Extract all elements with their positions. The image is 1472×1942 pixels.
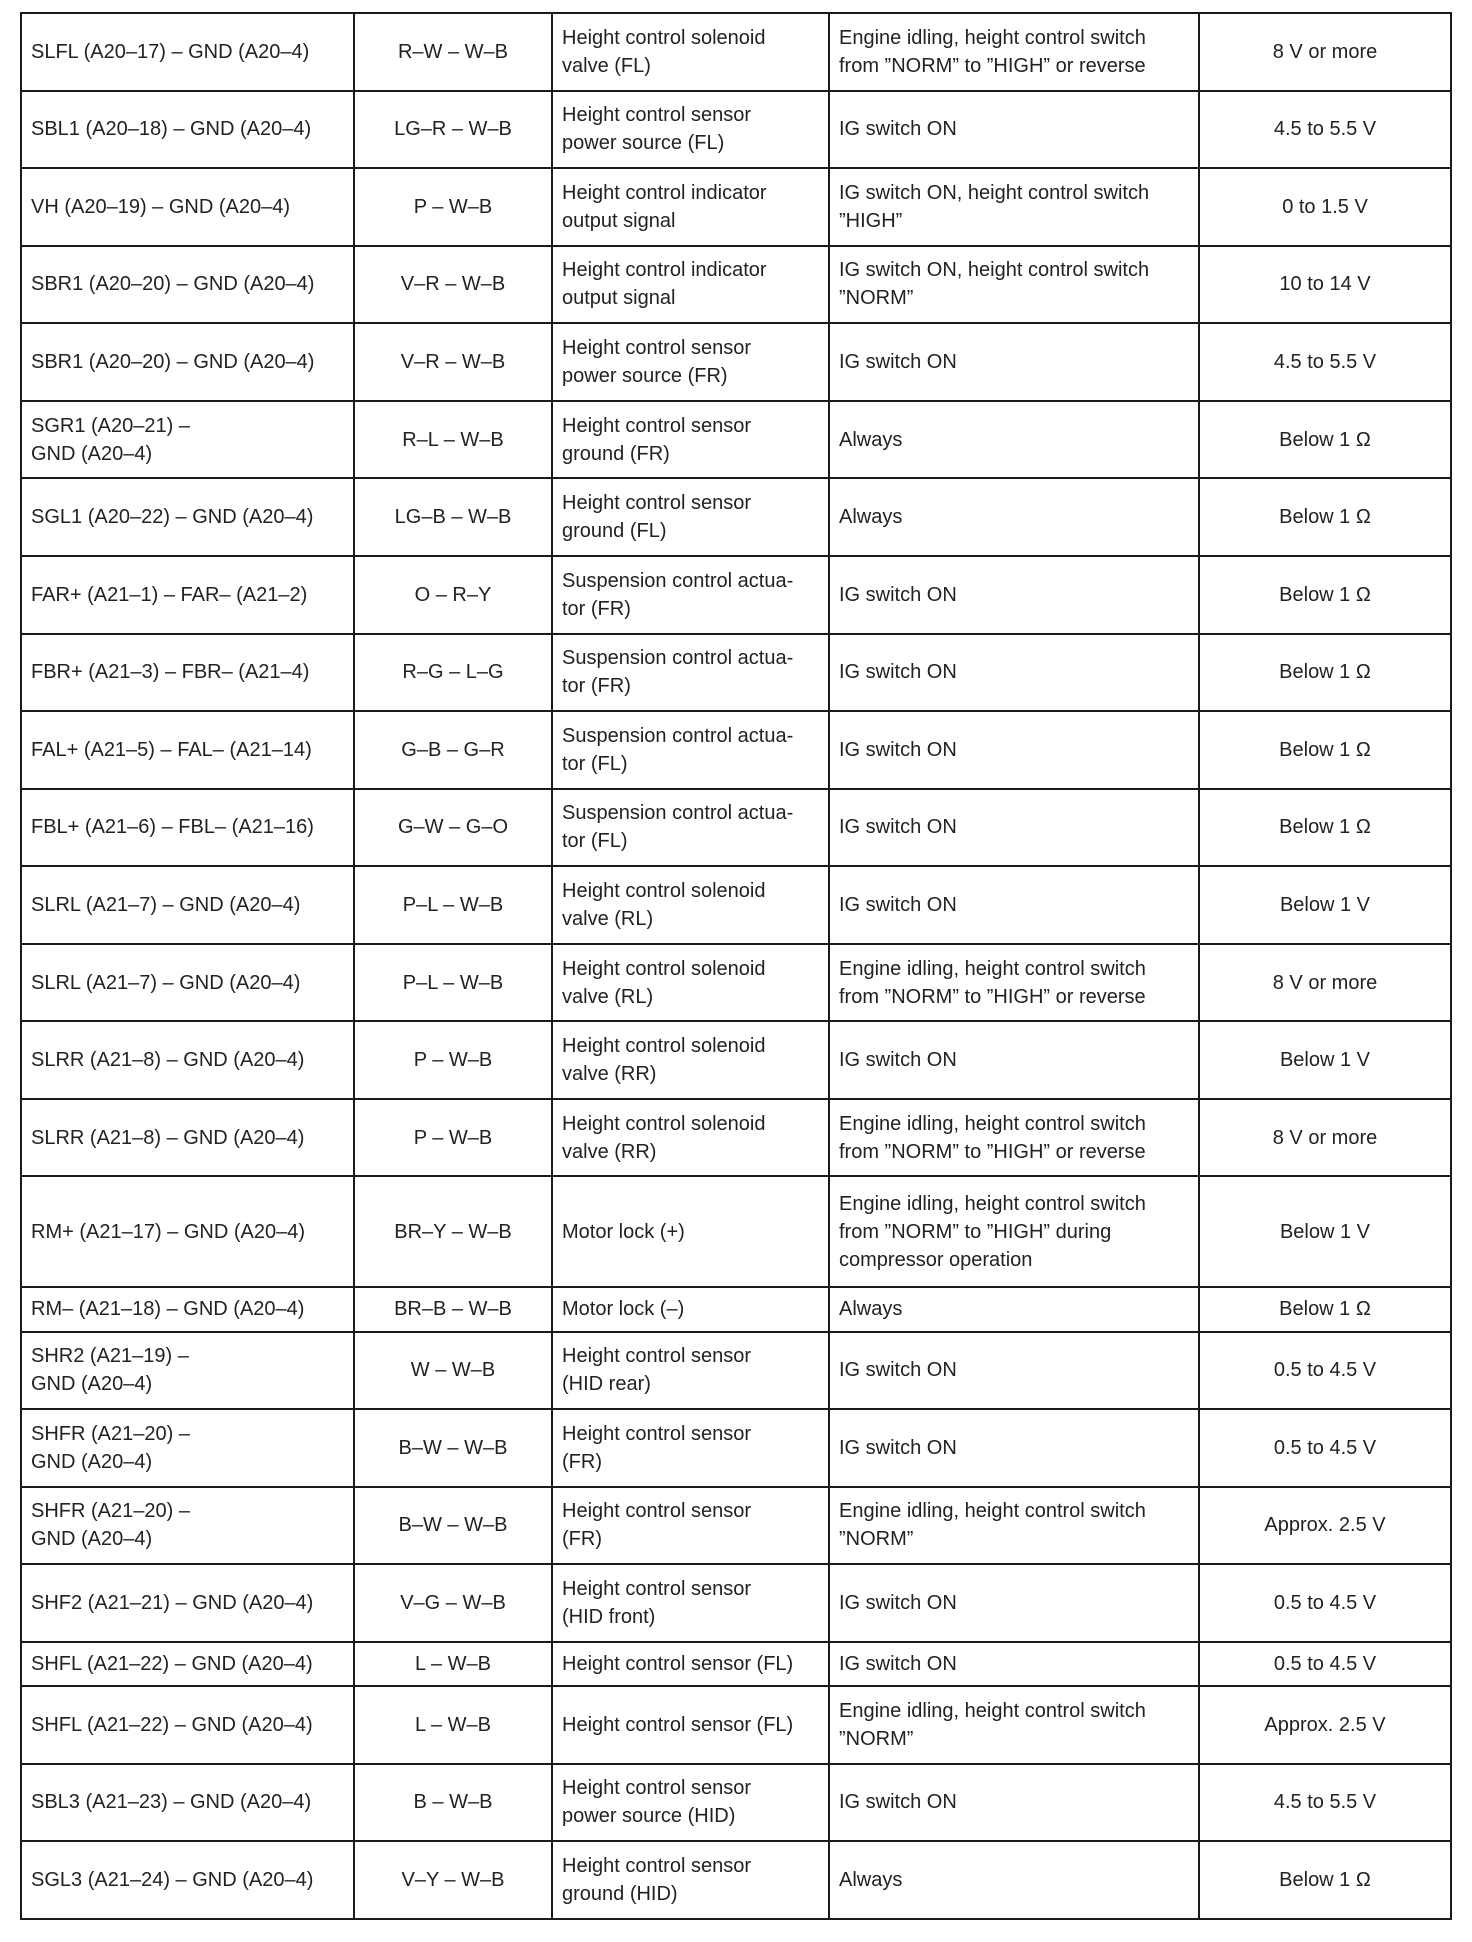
condition-cell-text: IG switch ON, height control switch ”NORM” <box>839 259 1150 310</box>
description-cell <box>552 401 829 479</box>
table-row <box>21 1099 1451 1177</box>
wiring-color-cell-text: V–G – W–B <box>400 1592 506 1615</box>
description-cell-text: Height control sensor power source (HID) <box>562 1777 751 1828</box>
terminal-cell <box>21 634 354 712</box>
description-cell <box>552 789 829 867</box>
wiring-color-cell <box>354 866 552 944</box>
terminal-cell-text: VH (A20–19) – GND (A20–4) <box>31 195 291 218</box>
table-row <box>21 1332 1451 1410</box>
wiring-color-cell-text: BR–Y – W–B <box>394 1220 512 1243</box>
table-body <box>21 13 1451 1919</box>
condition-cell-text: Always <box>839 506 903 529</box>
specified-condition-cell-text: Below 1 Ω <box>1279 583 1371 606</box>
terminal-cell-text: SBR1 (A20–20) – GND (A20–4) <box>31 351 315 374</box>
specified-condition-cell <box>1199 168 1451 246</box>
description-cell-text: Height control solenoid valve (RL) <box>562 957 766 1008</box>
specified-condition-cell-text: 0.5 to 4.5 V <box>1273 1359 1377 1382</box>
description-cell <box>552 711 829 789</box>
condition-cell <box>829 556 1199 634</box>
wiring-color-cell <box>354 1686 552 1764</box>
description-cell <box>552 168 829 246</box>
table-row <box>21 168 1451 246</box>
terminal-cell-text: SGR1 (A20–21) – GND (A20–4) <box>31 414 190 465</box>
specified-condition-cell <box>1199 246 1451 324</box>
terminal-cell-text: SLFL (A20–17) – GND (A20–4) <box>31 40 310 63</box>
description-cell-text: Motor lock (–) <box>562 1298 685 1321</box>
condition-cell-text: IG switch ON <box>839 816 957 839</box>
condition-cell-text: IG switch ON <box>839 583 957 606</box>
condition-cell <box>829 944 1199 1022</box>
table-row <box>21 323 1451 401</box>
condition-cell-text: IG switch ON <box>839 118 957 141</box>
description-cell-text: Suspension control actua- tor (FR) <box>562 647 794 698</box>
condition-cell <box>829 866 1199 944</box>
condition-cell <box>829 13 1199 91</box>
description-cell <box>552 478 829 556</box>
condition-cell <box>829 1564 1199 1642</box>
terminal-cell-text: SBR1 (A20–20) – GND (A20–4) <box>31 273 315 296</box>
terminal-cell-text: SLRL (A21–7) – GND (A20–4) <box>31 971 301 994</box>
specified-condition-cell <box>1199 1021 1451 1099</box>
specified-condition-cell <box>1199 634 1451 712</box>
description-cell <box>552 1099 829 1177</box>
terminal-cell-text: SHF2 (A21–21) – GND (A20–4) <box>31 1592 314 1615</box>
condition-cell-text: Always <box>839 428 903 451</box>
description-cell <box>552 13 829 91</box>
description-cell <box>552 1841 829 1919</box>
condition-cell-text: Engine idling, height control switch from ”NORM” to ”HIGH” or reverse <box>839 26 1146 77</box>
description-cell-text: Motor lock (+) <box>562 1220 685 1243</box>
specified-condition-cell <box>1199 711 1451 789</box>
wiring-color-cell <box>354 944 552 1022</box>
description-cell-text: Height control sensor (FL) <box>562 1652 794 1675</box>
wiring-color-cell <box>354 634 552 712</box>
specified-condition-cell <box>1199 1764 1451 1842</box>
terminal-cell <box>21 1021 354 1099</box>
specified-condition-cell <box>1199 1409 1451 1487</box>
terminal-cell-text: SLRR (A21–8) – GND (A20–4) <box>31 1126 305 1149</box>
condition-cell <box>829 1287 1199 1331</box>
table-row <box>21 556 1451 634</box>
wiring-color-cell <box>354 323 552 401</box>
wiring-color-cell-text: LG–R – W–B <box>394 118 512 141</box>
description-cell-text: Height control solenoid valve (RR) <box>562 1035 766 1086</box>
wiring-color-cell <box>354 13 552 91</box>
condition-cell-text: IG switch ON <box>839 661 957 684</box>
description-cell <box>552 1564 829 1642</box>
description-cell <box>552 323 829 401</box>
specified-condition-cell-text: Below 1 Ω <box>1279 661 1371 684</box>
condition-cell-text: Engine idling, height control switch from ”NORM” to ”HIGH” or reverse <box>839 957 1146 1008</box>
specified-condition-cell-text: Below 1 Ω <box>1279 816 1371 839</box>
specified-condition-cell <box>1199 13 1451 91</box>
specified-condition-cell <box>1199 323 1451 401</box>
description-cell-text: Height control sensor ground (FR) <box>562 414 751 465</box>
description-cell-text: Height control sensor power source (FL) <box>562 104 751 155</box>
terminal-cell-text: SHFL (A21–22) – GND (A20–4) <box>31 1652 313 1675</box>
condition-cell-text: IG switch ON <box>839 1791 957 1814</box>
terminal-cell-text: RM– (A21–18) – GND (A20–4) <box>31 1298 305 1321</box>
specified-condition-cell <box>1199 1564 1451 1642</box>
description-cell <box>552 1287 829 1331</box>
condition-cell <box>829 1099 1199 1177</box>
condition-cell <box>829 1409 1199 1487</box>
terminal-cell <box>21 944 354 1022</box>
wiring-color-cell <box>354 1332 552 1410</box>
condition-cell-text: IG switch ON <box>839 1049 957 1072</box>
wiring-color-cell <box>354 556 552 634</box>
terminal-cell <box>21 478 354 556</box>
condition-cell-text: Engine idling, height control switch ”NORM” <box>839 1500 1146 1551</box>
wiring-color-cell-text: R–L – W–B <box>402 428 504 451</box>
wiring-color-cell-text: L – W–B <box>415 1652 491 1675</box>
condition-cell-text: IG switch ON <box>839 1592 957 1615</box>
condition-cell-text: Always <box>839 1298 903 1321</box>
wiring-color-cell <box>354 789 552 867</box>
specified-condition-cell <box>1199 789 1451 867</box>
table-row <box>21 1764 1451 1842</box>
specified-condition-cell <box>1199 91 1451 169</box>
condition-cell <box>829 634 1199 712</box>
specified-condition-cell <box>1199 1686 1451 1764</box>
specified-condition-cell-text: Below 1 Ω <box>1279 428 1371 451</box>
terminal-cell <box>21 1287 354 1331</box>
condition-cell-text: IG switch ON <box>839 351 957 374</box>
table-row <box>21 246 1451 324</box>
terminal-cell-text: SGL1 (A20–22) – GND (A20–4) <box>31 506 314 529</box>
condition-cell <box>829 1642 1199 1686</box>
table-row <box>21 1841 1451 1919</box>
specified-condition-cell-text: Below 1 Ω <box>1279 506 1371 529</box>
condition-cell <box>829 1764 1199 1842</box>
specified-condition-cell <box>1199 1841 1451 1919</box>
description-cell <box>552 1487 829 1565</box>
terminal-cell <box>21 789 354 867</box>
terminal-cell <box>21 711 354 789</box>
specified-condition-cell-text: 4.5 to 5.5 V <box>1273 1791 1377 1814</box>
specified-condition-cell-text: 0 to 1.5 V <box>1282 195 1368 218</box>
condition-cell <box>829 1487 1199 1565</box>
description-cell <box>552 1642 829 1686</box>
description-cell-text: Height control sensor (HID rear) <box>562 1345 751 1396</box>
wiring-color-cell-text: B–W – W–B <box>398 1436 508 1459</box>
condition-cell <box>829 246 1199 324</box>
wiring-color-cell-text: R–W – W–B <box>397 40 509 63</box>
description-cell-text: Height control sensor power source (FR) <box>562 337 751 388</box>
condition-cell-text: IG switch ON <box>839 893 957 916</box>
specified-condition-cell <box>1199 478 1451 556</box>
wiring-color-cell <box>354 168 552 246</box>
description-cell <box>552 1021 829 1099</box>
condition-cell-text: IG switch ON <box>839 738 957 761</box>
terminal-cell-text: SBL1 (A20–18) – GND (A20–4) <box>31 118 312 141</box>
wiring-color-cell <box>354 1021 552 1099</box>
terminal-cell <box>21 556 354 634</box>
terminal-cell-text: SLRL (A21–7) – GND (A20–4) <box>31 893 301 916</box>
terminal-cell-text: SHFR (A21–20) – GND (A20–4) <box>31 1422 190 1473</box>
description-cell-text: Height control solenoid valve (FL) <box>562 26 766 77</box>
terminal-cell <box>21 1099 354 1177</box>
terminal-cell <box>21 1686 354 1764</box>
wiring-color-cell-text: V–R – W–B <box>400 273 506 296</box>
description-cell <box>552 1176 829 1287</box>
description-cell <box>552 1332 829 1410</box>
description-cell <box>552 944 829 1022</box>
specified-condition-cell <box>1199 1176 1451 1287</box>
wiring-color-cell <box>354 711 552 789</box>
wiring-color-cell-text: L – W–B <box>415 1713 491 1736</box>
wiring-color-cell-text: B–W – W–B <box>398 1514 508 1537</box>
specified-condition-cell-text: Below 1 Ω <box>1279 1869 1371 1892</box>
specified-condition-cell-text: 8 V or more <box>1272 971 1378 994</box>
table-row <box>21 1021 1451 1099</box>
table-row <box>21 711 1451 789</box>
specified-condition-cell-text: Below 1 V <box>1279 893 1371 916</box>
terminal-cell-text: FBR+ (A21–3) – FBR– (A21–4) <box>31 661 310 684</box>
wiring-color-cell-text: W – W–B <box>410 1359 496 1382</box>
terminal-cell-text: SHFL (A21–22) – GND (A20–4) <box>31 1713 313 1736</box>
description-cell-text: Height control sensor (HID front) <box>562 1578 751 1629</box>
description-cell-text: Height control sensor ground (HID) <box>562 1855 751 1906</box>
condition-cell <box>829 91 1199 169</box>
specified-condition-cell-text: 4.5 to 5.5 V <box>1273 118 1377 141</box>
terminal-cell <box>21 13 354 91</box>
specified-condition-cell <box>1199 866 1451 944</box>
wiring-color-cell-text: P–L – W–B <box>402 971 504 994</box>
terminal-cell <box>21 1564 354 1642</box>
description-cell-text: Suspension control actua- tor (FL) <box>562 802 794 853</box>
condition-cell-text: Engine idling, height control switch from ”NORM” to ”HIGH” during compressor operation <box>839 1192 1146 1271</box>
table-row <box>21 1642 1451 1686</box>
description-cell <box>552 246 829 324</box>
terminal-cell-text: SGL3 (A21–24) – GND (A20–4) <box>31 1869 314 1892</box>
specified-condition-cell <box>1199 1099 1451 1177</box>
description-cell-text: Height control sensor (FL) <box>562 1713 794 1736</box>
table-row <box>21 1409 1451 1487</box>
specified-condition-cell-text: 0.5 to 4.5 V <box>1273 1436 1377 1459</box>
specified-condition-cell <box>1199 1642 1451 1686</box>
specified-condition-cell-text: Approx. 2.5 V <box>1264 1514 1386 1537</box>
table-row <box>21 478 1451 556</box>
terminal-cell <box>21 1409 354 1487</box>
wiring-color-cell-text: BR–B – W–B <box>394 1298 512 1321</box>
terminal-cell <box>21 246 354 324</box>
description-cell <box>552 866 829 944</box>
specified-condition-cell <box>1199 944 1451 1022</box>
description-cell-text: Height control sensor (FR) <box>562 1500 751 1551</box>
description-cell <box>552 1409 829 1487</box>
terminal-cell <box>21 1841 354 1919</box>
specified-condition-cell-text: Approx. 2.5 V <box>1264 1713 1386 1736</box>
wiring-color-cell <box>354 246 552 324</box>
condition-cell-text: IG switch ON <box>839 1359 957 1382</box>
terminal-cell <box>21 1332 354 1410</box>
table-row <box>21 1564 1451 1642</box>
terminal-cell-text: SLRR (A21–8) – GND (A20–4) <box>31 1049 305 1072</box>
wiring-color-cell <box>354 478 552 556</box>
terminal-cell <box>21 1764 354 1842</box>
table-row <box>21 866 1451 944</box>
wiring-color-cell <box>354 1176 552 1287</box>
wiring-color-cell <box>354 1841 552 1919</box>
wiring-color-cell-text: G–B – G–R <box>401 738 505 761</box>
table-row <box>21 1487 1451 1565</box>
wiring-color-cell <box>354 1409 552 1487</box>
table-row <box>21 1686 1451 1764</box>
wiring-color-cell-text: G–W – G–O <box>397 816 509 839</box>
condition-cell <box>829 1176 1199 1287</box>
condition-cell <box>829 1686 1199 1764</box>
wiring-color-cell <box>354 1564 552 1642</box>
description-cell-text: Suspension control actua- tor (FR) <box>562 569 794 620</box>
specified-condition-cell-text: Below 1 Ω <box>1279 1298 1371 1321</box>
description-cell-text: Height control indicator output signal <box>562 259 767 310</box>
table-row <box>21 1287 1451 1331</box>
table-row <box>21 13 1451 91</box>
terminal-cell-text: SHR2 (A21–19) – GND (A20–4) <box>31 1345 189 1396</box>
wiring-color-cell <box>354 1764 552 1842</box>
wiring-color-cell-text: R–G – L–G <box>402 661 504 684</box>
condition-cell <box>829 478 1199 556</box>
table-row <box>21 634 1451 712</box>
terminal-cell <box>21 168 354 246</box>
specified-condition-cell-text: Below 1 V <box>1279 1220 1371 1243</box>
condition-cell-text: Engine idling, height control switch ”NORM” <box>839 1699 1146 1750</box>
wiring-color-cell-text: V–Y – W–B <box>401 1869 505 1892</box>
wiring-color-cell-text: P – W–B <box>413 195 493 218</box>
wiring-color-cell <box>354 1287 552 1331</box>
wiring-color-cell-text: P – W–B <box>413 1126 493 1149</box>
condition-cell <box>829 1841 1199 1919</box>
condition-cell-text: Always <box>839 1869 903 1892</box>
specified-condition-cell-text: 0.5 to 4.5 V <box>1273 1592 1377 1615</box>
terminal-cell-text: SBL3 (A21–23) – GND (A20–4) <box>31 1791 312 1814</box>
specified-condition-cell <box>1199 556 1451 634</box>
description-cell-text: Height control indicator output signal <box>562 181 767 232</box>
wiring-color-cell <box>354 401 552 479</box>
description-cell <box>552 634 829 712</box>
description-cell <box>552 1764 829 1842</box>
specified-condition-cell <box>1199 401 1451 479</box>
description-cell <box>552 91 829 169</box>
description-cell-text: Height control solenoid valve (RL) <box>562 879 766 930</box>
specified-condition-cell-text: 10 to 14 V <box>1279 273 1371 296</box>
wiring-color-cell-text: V–R – W–B <box>400 351 506 374</box>
terminal-inspection-table <box>20 12 1452 1920</box>
terminal-cell-text: FBL+ (A21–6) – FBL– (A21–16) <box>31 816 314 839</box>
table-row <box>21 91 1451 169</box>
specified-condition-cell <box>1199 1487 1451 1565</box>
wiring-color-cell-text: B – W–B <box>413 1791 493 1814</box>
condition-cell <box>829 1021 1199 1099</box>
description-cell <box>552 556 829 634</box>
condition-cell <box>829 1332 1199 1410</box>
specified-condition-cell-text: 8 V or more <box>1272 1126 1378 1149</box>
description-cell-text: Height control sensor (FR) <box>562 1422 751 1473</box>
wiring-color-cell-text: P – W–B <box>413 1049 493 1072</box>
terminal-cell <box>21 1487 354 1565</box>
description-cell-text: Height control solenoid valve (RR) <box>562 1112 766 1163</box>
wiring-color-cell-text: LG–B – W–B <box>394 506 512 529</box>
terminal-cell <box>21 866 354 944</box>
condition-cell <box>829 711 1199 789</box>
condition-cell-text: IG switch ON <box>839 1652 957 1675</box>
wiring-color-cell-text: O – R–Y <box>414 583 492 606</box>
condition-cell <box>829 168 1199 246</box>
specified-condition-cell-text: 0.5 to 4.5 V <box>1273 1652 1377 1675</box>
specified-condition-cell <box>1199 1287 1451 1331</box>
terminal-cell-text: FAR+ (A21–1) – FAR– (A21–2) <box>31 583 308 606</box>
wiring-color-cell <box>354 91 552 169</box>
wiring-color-cell <box>354 1642 552 1686</box>
description-cell-text: Height control sensor ground (FL) <box>562 492 751 543</box>
description-cell-text: Suspension control actua- tor (FL) <box>562 724 794 775</box>
specified-condition-cell-text: Below 1 Ω <box>1279 738 1371 761</box>
condition-cell <box>829 789 1199 867</box>
terminal-cell <box>21 1642 354 1686</box>
condition-cell-text: Engine idling, height control switch from ”NORM” to ”HIGH” or reverse <box>839 1112 1146 1163</box>
condition-cell <box>829 401 1199 479</box>
table-row <box>21 789 1451 867</box>
wiring-color-cell <box>354 1487 552 1565</box>
specified-condition-cell-text: 8 V or more <box>1272 40 1378 63</box>
table-row <box>21 944 1451 1022</box>
terminal-cell <box>21 401 354 479</box>
condition-cell-text: IG switch ON <box>839 1436 957 1459</box>
wiring-color-cell-text: P–L – W–B <box>402 893 504 916</box>
condition-cell-text: IG switch ON, height control switch ”HIGH” <box>839 181 1150 232</box>
specified-condition-cell <box>1199 1332 1451 1410</box>
terminal-cell <box>21 91 354 169</box>
specified-condition-cell-text: Below 1 V <box>1279 1049 1371 1072</box>
table-row <box>21 401 1451 479</box>
table-row <box>21 1176 1451 1287</box>
description-cell <box>552 1686 829 1764</box>
wiring-color-cell <box>354 1099 552 1177</box>
condition-cell <box>829 323 1199 401</box>
terminal-cell <box>21 1176 354 1287</box>
terminal-cell-text: FAL+ (A21–5) – FAL– (A21–14) <box>31 738 312 761</box>
terminal-cell <box>21 323 354 401</box>
terminal-cell-text: SHFR (A21–20) – GND (A20–4) <box>31 1500 190 1551</box>
terminal-cell-text: RM+ (A21–17) – GND (A20–4) <box>31 1220 306 1243</box>
specified-condition-cell-text: 4.5 to 5.5 V <box>1273 351 1377 374</box>
